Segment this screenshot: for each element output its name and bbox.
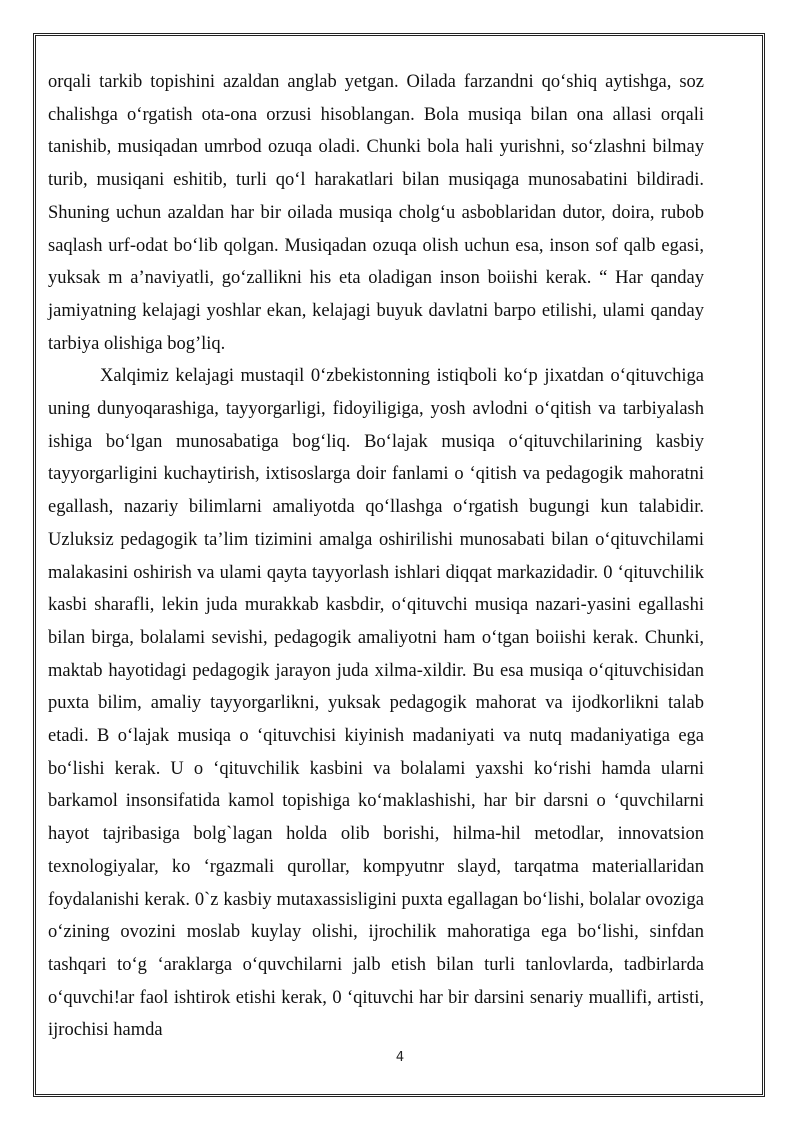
document-body xyxy=(48,66,704,1047)
paragraph-1: orqali tarkib topishini azaldan anglab yetgan. Oilada farzandni qo‘shiq aytishga, soz chalishga o‘rgatish ota-ona orzusi hisoblangan. Bola musiqa bilan ona allasi orqali tanishib, musiqadan umrbod ozuqa oladi. Chunki bola hali yurishni, so‘zlashni bilmay turib, musiqani eshitib, turli qo‘l harakatlari bilan musiqaga munosabatini bildiradi. Shuning uchun azaldan har bir oilada musiqa cholg‘u asboblaridan dutor, doira, rubob saqlash urf-odat bo‘lib qolgan. Musiqadan ozuqa olish uchun esa, inson sof qalb egasi, yuksak m a’naviyatli, go‘zallikni his eta oladigan inson boiishi kerak. “ Har qanday jamiyatning kelajagi yoshlar ekan, kelajagi buyuk davlatni barpo etilishi, ulami qanday tarbiya olishiga bog’liq. xyxy=(48,72,704,354)
paragraph-2: Xalqimiz kelajagi mustaqil 0‘zbekistonning istiqboli ko‘p jixatdan o‘qituvchiga uning dunyoqarashiga, tayyorgarligi, fidoyiligiga, yosh avlodni o‘qitish va tarbiyalash ishiga bo‘lgan munosabatiga bog‘liq. Bo‘lajak musiqa o‘qituvchilarining kasbiy tayyorgarligini kuchaytirish, ixtisoslarga doir fanlami o ‘qitish va pedagogik mahoratni egallash, nazariy bilimlarni amaliyotda qo‘llashga o‘rgatish bugungi kun talabidir. Uzluksiz pedagogik ta’lim tizimini amalga oshirilishi munosabati bilan o‘qituvchilami malakasini oshirish va ulami qayta tayyorlash ishlari diqqat markazidadir. 0 ‘qituvchilik kasbi sharafli, lekin juda murakkab kasbdir, o‘qituvchi musiqa nazari-yasini egallashi bilan birga, bolalami sevishi, pedagogik amaliyotni ham o‘tgan boiishi kerak. Chunki, maktab hayotidagi pedagogik jarayon juda xilma-xildir. Bu esa musiqa o‘qituvchisidan puxta bilim, amaliy tayyorgarlikni, yuksak pedagogik mahorat va ijodkorlikni talab etadi. B o‘lajak musiqa o ‘qituvchisi kiyinish madaniyati va nutq madaniyatiga ega bo‘lishi kerak. U o ‘qituvchilik kasbini va bolalami yaxshi ko‘rishi hamda ularni barkamol insonsifatida kamol topishiga ko‘maklashishi, har bir darsni o ‘quvchilarni hayot tajribasiga bolg`lagan holda olib borishi, hilma-hil metodlar, innovatsion texnologiyalar, ko ‘rgazmali qurollar, kompyutnr slayd, tarqatma materiallaridan foydalanishi kerak. 0`z kasbiy mutaxassisligini puxta egallagan bo‘lishi, bolalar ovoziga o‘zining ovozini moslab kuylay olishi, ijrochilik mahoratiga ega bo‘lishi, sinfdan tashqari to‘g ‘araklarga o‘quvchilarni jalb etish bilan turli tanlovlarda, tadbirlarda o‘quvchi!ar faol ishtirok etishi kerak, 0 ‘qituvchi har bir darsini senariy muallifi, artisti, ijrochisi hamda xyxy=(48,366,704,1041)
page-number: 4 xyxy=(395,1050,405,1065)
